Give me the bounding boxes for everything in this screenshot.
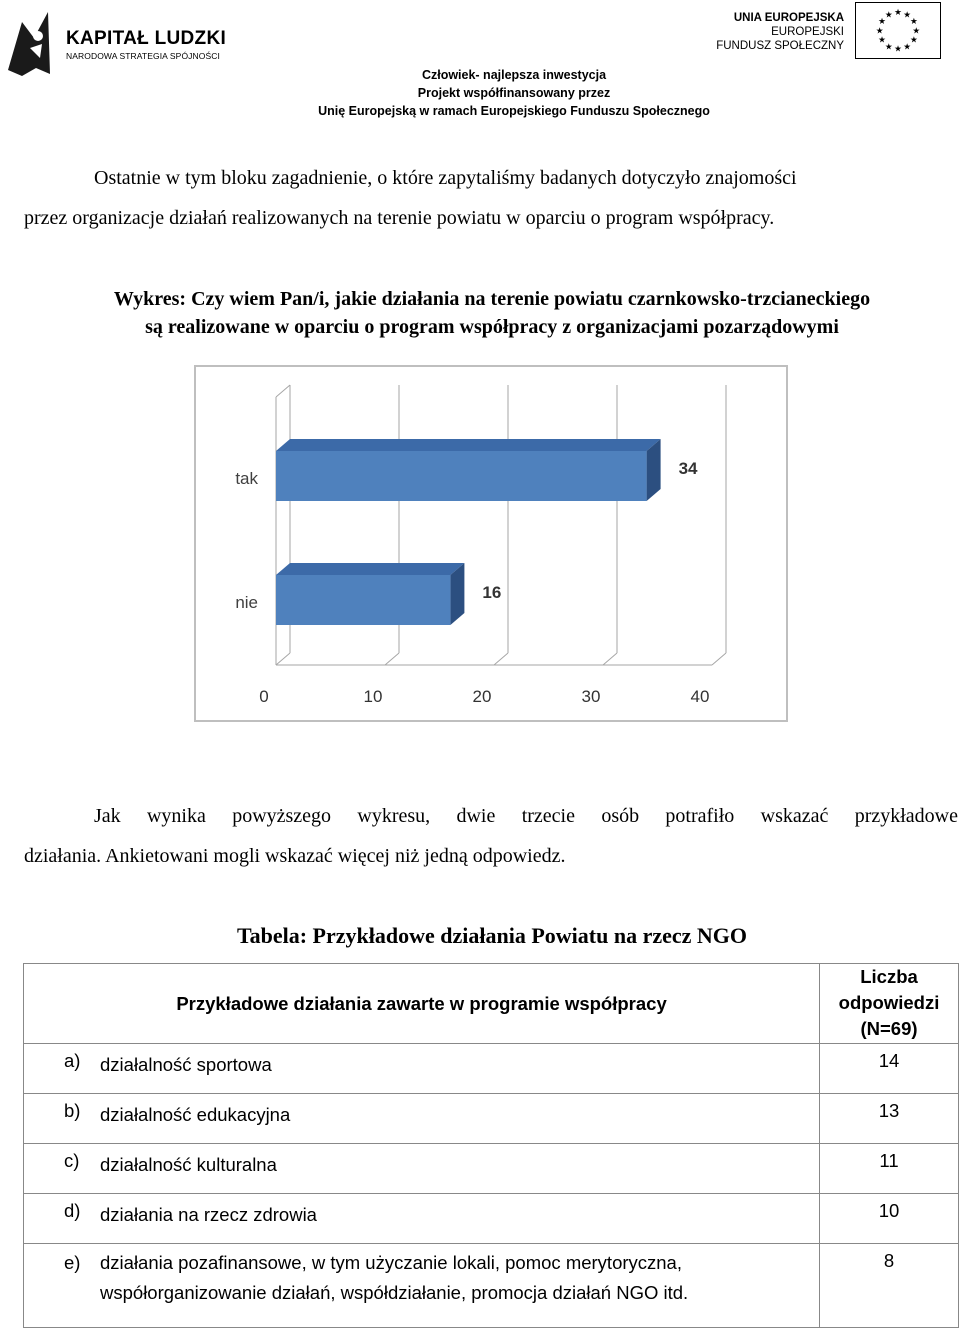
kapital-ludzki-subtitle: NARODOWA STRATEGIA SPÓJNOŚCI <box>66 51 220 61</box>
chart-title-line1: Wykres: Czy wiem Pan/i, jakie działania na terenie powiatu czarnkowsko-trzcianeckiego <box>113 288 871 310</box>
header-count-line2: odpowiedzi <box>838 992 940 1013</box>
eu-star-icon: ★ <box>878 17 886 28</box>
floor-gridline <box>276 653 290 665</box>
header-center-text <box>0 66 960 120</box>
row-text: działalność sportowa <box>100 1054 272 1075</box>
header-line1: Człowiek- najlepsza inwestycja <box>421 68 607 82</box>
eu-star-icon: ★ <box>875 26 884 37</box>
row-letter: d) <box>64 1200 81 1221</box>
conclusion-line1: Jak wynika powyższego wykresu, dwie trzecie osób potrafiło wskazać przykładowe <box>94 805 958 827</box>
table-row <box>24 1094 959 1144</box>
row-letter: b) <box>64 1100 81 1121</box>
row-text: działania na rzecz zdrowia <box>100 1204 317 1225</box>
eu-star-icon: ★ <box>912 26 921 37</box>
eu-logo-text <box>716 11 844 53</box>
row-letter: c) <box>64 1150 80 1171</box>
bar-top <box>276 439 661 451</box>
row-letter: a) <box>64 1050 81 1071</box>
table-row <box>24 1194 959 1244</box>
x-tick-label: 40 <box>690 687 710 706</box>
eu-star-icon: ★ <box>903 10 912 21</box>
x-tick-label: 20 <box>472 687 492 706</box>
category-label: nie <box>235 593 258 612</box>
kapital-ludzki-title: KAPITAŁ LUDZKI <box>66 28 227 49</box>
row-value: 14 <box>820 1044 959 1094</box>
bar-chart <box>196 367 786 720</box>
bar <box>276 451 647 501</box>
row-value: 13 <box>820 1094 959 1144</box>
x-tick-label: 30 <box>581 687 601 706</box>
eu-flag-icon <box>855 2 941 59</box>
row-text: działalność kulturalna <box>100 1154 277 1175</box>
intro-paragraph <box>24 158 914 238</box>
table-title: Tabela: Przykładowe działania Powiatu na rzecz NGO <box>236 923 748 948</box>
data-label: 16 <box>482 583 502 602</box>
floor-gridline <box>385 653 399 665</box>
eu-star-icon: ★ <box>910 17 918 28</box>
eu-star-icon: ★ <box>903 42 912 53</box>
conclusion-line2: działania. Ankietowani mogli wskazać więcej niż jedną odpowiedz. <box>24 845 566 867</box>
intro-line1: Ostatnie w tym bloku zagadnienie, o które zapytaliśmy badanych dotyczyło znajomości <box>94 167 797 189</box>
chart-frame <box>194 365 788 722</box>
table-header-row <box>24 964 959 1044</box>
axis-line <box>276 385 290 397</box>
floor-gridline <box>494 653 508 665</box>
row-text: działalność edukacyjna <box>100 1104 291 1125</box>
table-header-count <box>820 964 959 1044</box>
header-count-line1: Liczba <box>860 966 918 987</box>
eu-star-icon: ★ <box>884 10 893 21</box>
row-value: 8 <box>820 1244 959 1328</box>
row-text: działania pozafinansowe, w tym użyczanie lokali, pomoc merytoryczna, współorganizowanie działań, współdziałanie, promocja działań NGO itd. <box>100 1252 689 1303</box>
eu-line1: UNIA EUROPEJSKA <box>733 12 844 24</box>
eu-star-icon: ★ <box>910 35 918 46</box>
eu-star-icon: ★ <box>894 8 902 19</box>
bar <box>276 575 450 625</box>
floor-gridline <box>603 653 617 665</box>
eu-star-icon: ★ <box>878 35 886 46</box>
row-value: 11 <box>820 1144 959 1194</box>
floor-gridline <box>712 653 726 665</box>
eu-star-icon: ★ <box>884 42 893 53</box>
chart-title-line2: są realizowane w oparciu o program współpracy z organizacjami pozarządowymi <box>145 316 839 338</box>
x-tick-label: 0 <box>259 687 269 706</box>
row-letter: e) <box>64 1252 81 1273</box>
chart-title <box>0 285 960 341</box>
row-value: 10 <box>820 1194 959 1244</box>
table-row <box>24 1044 959 1094</box>
table-row <box>24 1244 959 1328</box>
ngo-actions-table <box>23 963 959 1328</box>
table-header-actions: Przykładowe działania zawarte w programie współpracy <box>24 964 820 1044</box>
data-label: 34 <box>678 459 698 478</box>
header-line2: Projekt współfinansowany przez <box>417 86 611 100</box>
header-line3: Unię Europejską w ramach Europejskiego Funduszu Społecznego <box>318 104 710 118</box>
bar-top <box>276 563 464 575</box>
category-label: tak <box>235 469 258 488</box>
eu-line3: FUNDUSZ SPOŁECZNY <box>716 40 844 52</box>
eu-line2: EUROPEJSKI <box>771 26 844 38</box>
header-count-line3: (N=69) <box>860 1018 918 1039</box>
x-tick-label: 10 <box>363 687 383 706</box>
intro-line2: przez organizacje działań realizowanych na terenie powiatu w oparciu o program współpracy. <box>24 207 775 229</box>
eu-star-icon: ★ <box>894 44 902 55</box>
conclusion-paragraph <box>24 796 958 876</box>
table-row <box>24 1144 959 1194</box>
